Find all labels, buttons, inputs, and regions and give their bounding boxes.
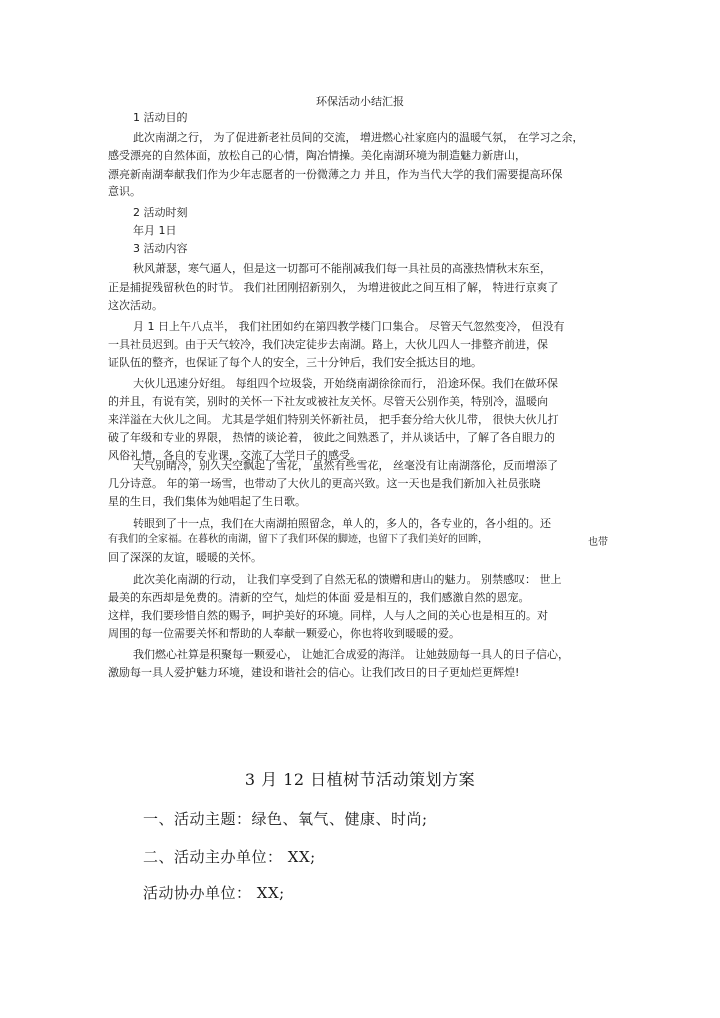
paragraph-line: 秋风萧瑟，寒气逼人，但是这一切都可不能削减我们每一具社员的高涨热情秋末东至， [133, 262, 551, 275]
paragraph-line: 我们燃心社算是积聚每一颗爱心， 让她汇合成爱的海洋。 让她鼓励每一具人的日子信心， [133, 648, 569, 661]
paragraph-line: 破了年级和专业的界限， 热情的谈论着， 彼此之间熟悉了，并从谈话中，了解了各自眼力的 [108, 431, 555, 444]
paragraph-line: 的并且，有说有笑，别时的关怀一下社友或被社友关怀。尽管天公别作美，特别冷，温暖向 [108, 395, 548, 408]
paragraph-line: 有我们的全家福。在暮秋的南湖，留下了我们环保的脚迹，也留下了我们美好的回眸， [108, 534, 488, 545]
paragraph-line: 最美的东西却是免费的。清新的空气，灿烂的体面 爱是相互的，我们感激自然的恩宠。 [108, 591, 530, 604]
paragraph-line: 此次美化南湖的行动， 让我们享受到了自然无私的馈赠和唐山的魅力。 别禁感叹： 世上 [133, 573, 562, 586]
paragraph-line: 年月 1日 [133, 224, 177, 237]
paragraph-line: 来洋溢在大伙儿之间。 尤其是学姐们特别关怀新社员， 把手套分给大伙儿带， 很快大伙儿打 [108, 413, 559, 426]
paragraph-line: 风俗礼情，各自的专业课，交流了大学日子的感受。 [108, 449, 361, 462]
section-heading: 3 活动内容 [133, 242, 188, 255]
paragraph-line: 几分诗意。 年的第一场雪，也带动了大伙儿的更高兴致。这一天也是我们新加入社员张晓 [108, 477, 541, 490]
paragraph-line: 漂亮新南湖奉献我们作为少年志愿者的一份微薄之力 并且，作为当代大学的我们需要提高环保 [108, 168, 563, 181]
report-title: 环保活动小结汇报 [316, 95, 404, 108]
plan-co-organizer: 活动协办单位： XX; [143, 884, 285, 902]
paragraph-line: 意识。 [108, 185, 141, 198]
section-heading: 2 活动时刻 [133, 206, 188, 219]
plan-title: 3 月 12 日植树节活动策划方案 [244, 770, 476, 789]
plan-theme: 一、活动主题：绿色、氧气、健康、时尚; [143, 810, 428, 828]
paragraph-line: 这样，我们要珍惜自然的赐予，呵护美好的环境。同样，人与人之间的关心也是相互的。对 [108, 609, 548, 622]
paragraph-line: 激励每一具人爱护魅力环境，建设和谐社会的信心。让我们改日的日子更灿烂更辉煌! [108, 666, 520, 679]
paragraph-line: 一具社员迟到。由于天气较冷，我们决定徒步去南湖。路上，大伙儿四人一排整齐前进，保 [108, 338, 548, 351]
paragraph-line: 天气别晴冷，别久天空飘起了雪花， 虽然有些雪花， 丝毫没有让南湖落伦，反而增添了 [133, 459, 558, 472]
paragraph-line: 星的生日，我们集体为她唱起了生日歌。 [108, 495, 306, 508]
plan-organizer: 二、活动主办单位： XX; [143, 848, 316, 866]
paragraph-line: 感受漂亮的自然体面，放松自己的心情，陶冶情操。美化南湖环境为制造魅力新唐山， [108, 149, 526, 162]
paragraph-line: 这次活动。 [108, 299, 163, 312]
paragraph-line: 回了深深的友谊，暖暖的关怀。 [108, 551, 262, 564]
paragraph-line: 此次南湖之行， 为了促进新老社员间的交流， 增进燃心社家庭内的温暖气氛， 在学习之余， [133, 131, 584, 144]
section-heading: 1 活动目的 [133, 111, 188, 124]
paragraph-line: 大伙儿迅速分好组。 每组四个垃圾袋，开始绕南湖徐徐而行， 沿途环保。我们在做环保 [133, 377, 558, 390]
paragraph-line: 周围的每一位需要关怀和帮助的人奉献一颗爱心，你也将收到暖暖的爱。 [108, 627, 460, 640]
paragraph-line: 正是捕捉残留秋色的时节。 我们社团刚招新别久， 为增进彼此之间互相了解， 特进行京爽了 [108, 281, 559, 294]
paragraph-line: 月 1 日上午八点半， 我们社团如约在第四教学楼门口集合。 尽管天气忽然变冷， 但没有 [133, 320, 565, 333]
paragraph-line-fragment: 也带 [588, 537, 608, 548]
paragraph-line: 证队伍的整齐，也保证了每个人的安全，三十分钟后，我们安全抵达目的地。 [108, 356, 482, 369]
paragraph-line: 转眼到了十一点，我们在大南湖拍照留念，单人的，多人的，各专业的，各小组的。还 [133, 517, 551, 530]
